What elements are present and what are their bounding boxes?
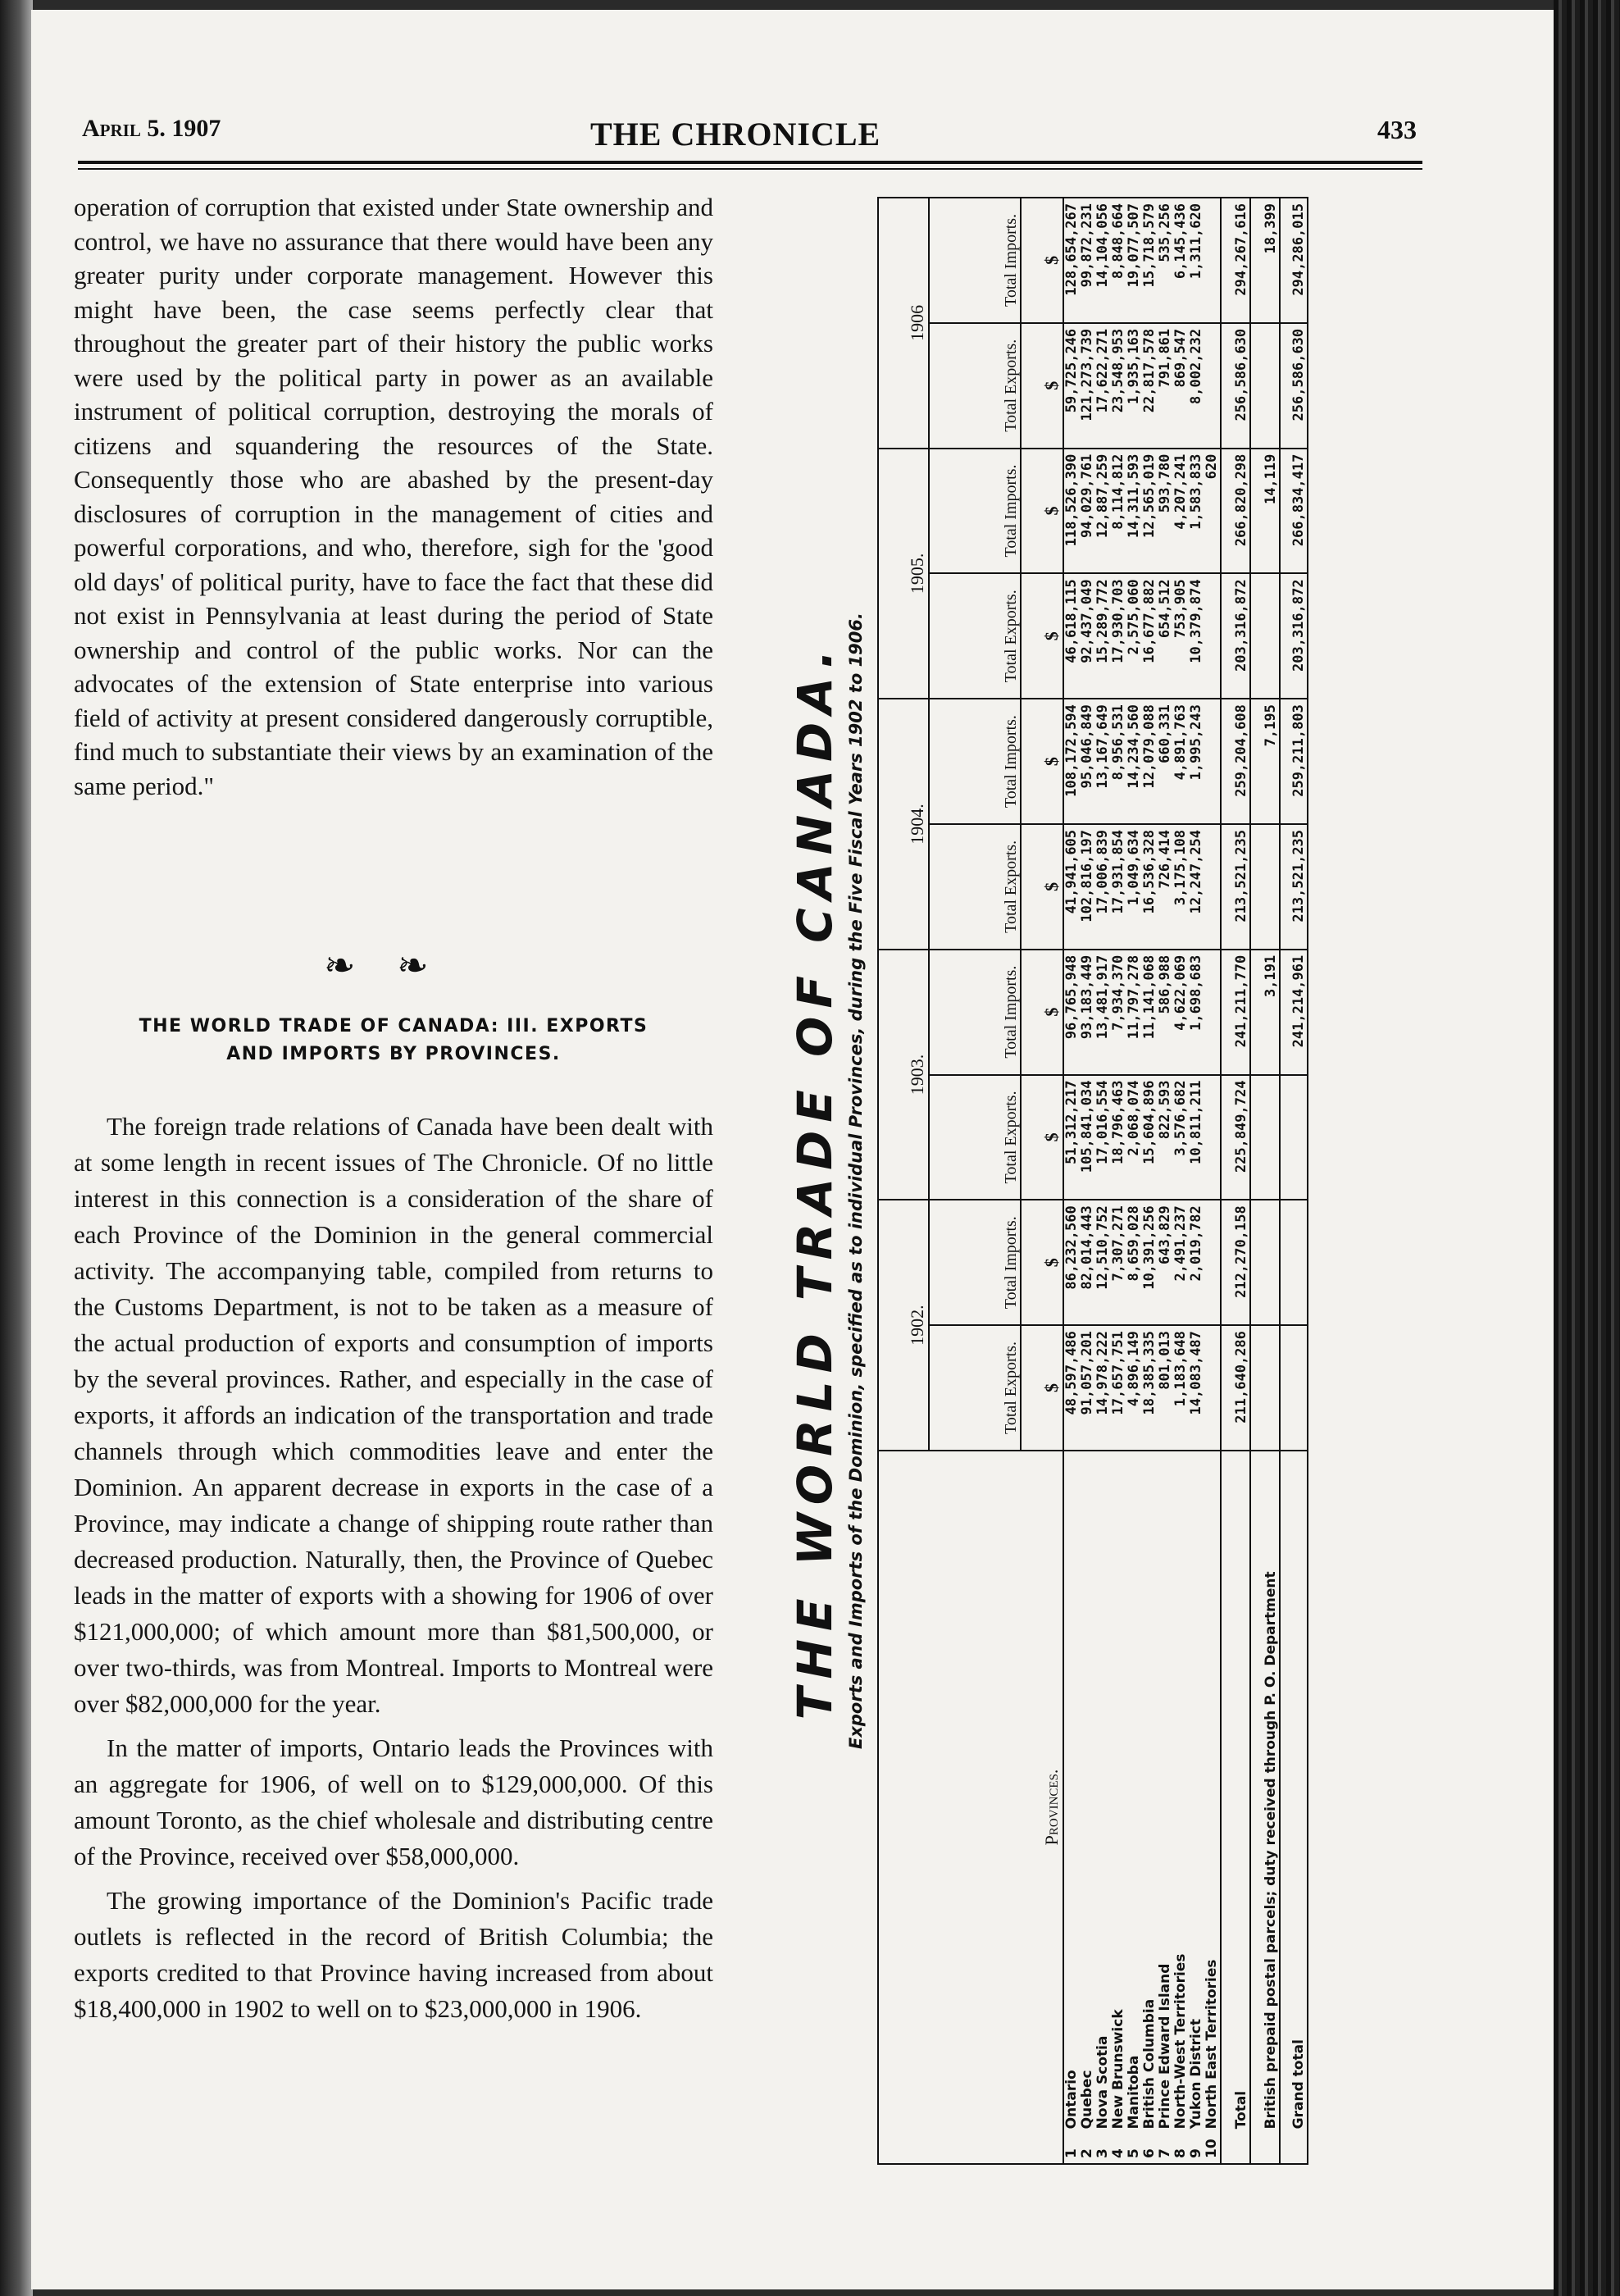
exports-cell: 59,725,246: [1063, 323, 1080, 449]
exports-cell: 41,941,605: [1063, 824, 1080, 950]
currency-symbol: $: [1021, 573, 1063, 699]
table-row: [1204, 198, 1221, 2164]
imports-cell: 660,331: [1158, 699, 1173, 824]
exports-cell: 801,013: [1158, 1325, 1173, 1451]
province-name: North East Territories: [1204, 1959, 1220, 2130]
exports-cell: 3,175,108: [1173, 824, 1189, 950]
imports-cell: 108,172,594: [1063, 699, 1080, 824]
imports-cell: 14,104,056: [1095, 198, 1111, 323]
article-paragraph: The foreign trade relations of Canada have been dealt with at some length in recent issues of The Chronicle. Of no little interest in this connection is a consideration of the share of each Province of the Dominion in the general commercial activity. The accompanying table, compiled from returns to the Customs Department, is not to be taken as a measure of the actual production of exports and consumption of imports by the several provinces. Rather, and especially in the case of exports, it affords an indication of the transportation and trade channels through which commodities leave and enter the Dominion. An apparent decrease in exports in the case of a Province, may indicate a change of shipping route rather than decreased production. Naturally, then, the Province of Quebec leads in the matter of exports with a showing for 1906 of over $121,000,000; of which amount more than $81,500,000, or over two-thirds, was from Montreal. Imports to Montreal were over $82,000,000 for the year.: [74, 1112, 713, 1718]
exports-cell: 10,379,874: [1189, 573, 1204, 699]
table-row: [1111, 198, 1126, 2164]
currency-symbol: $: [1021, 1200, 1063, 1325]
province-name: Quebec: [1079, 2070, 1095, 2130]
intro-column: [74, 190, 713, 803]
row-index: 2: [1079, 2148, 1095, 2158]
exports-cell: 17,931,854: [1111, 824, 1126, 950]
imports-cell: 86,232,560: [1063, 1200, 1080, 1325]
imports-cell: 1,698,683: [1189, 950, 1204, 1075]
imports-cell: 643,829: [1158, 1200, 1173, 1325]
section-heading: [74, 1013, 713, 1068]
exports-cell: 213,521,235: [1221, 824, 1250, 950]
article-paragraph: In the matter of imports, Ontario leads the Provinces with an aggregate for 1906, of well on to $129,000,000. Of this amount Toronto, as the chief wholesale and distributing centre of the Province, received over $58,000,000.: [74, 1733, 713, 1870]
imports-cell: 4,622,069: [1173, 950, 1189, 1075]
imports-cell: 8,659,028: [1126, 1200, 1142, 1325]
imports-cell: 13,167,649: [1095, 699, 1111, 824]
exports-cell: 753,905: [1173, 573, 1189, 699]
exports-cell: 17,930,703: [1111, 573, 1126, 699]
exports-cell: [1250, 824, 1280, 950]
exports-cell: 211,640,286: [1221, 1325, 1250, 1451]
imports-cell: 12,887,259: [1095, 449, 1111, 574]
row-index: 9: [1188, 2148, 1204, 2158]
province-name: Total: [1221, 1451, 1250, 2134]
exports-cell: 869,547: [1173, 323, 1189, 449]
total-imports-header: Total Imports.: [929, 950, 1021, 1075]
imports-cell: 6,145,436: [1173, 198, 1189, 323]
book-binding: [1554, 0, 1620, 2296]
exports-cell: 48,597,486: [1063, 1325, 1080, 1451]
exports-cell: 654,512: [1158, 573, 1173, 699]
imports-cell: 7,934,370: [1111, 950, 1126, 1075]
imports-cell: 12,510,752: [1095, 1200, 1111, 1325]
article-paragraph: The growing importance of the Dominion's Pacific trade outlets is reflected in the record of British Columbia; the exports credited to that Province having increased from about $18,400,000 in 1902 to well on to $23,000,000 in 1906.: [74, 1886, 713, 2023]
imports-cell: 93,183,449: [1080, 950, 1095, 1075]
imports-cell: [1280, 1200, 1308, 1325]
province-name: British Columbia: [1141, 1998, 1158, 2130]
province-name: Prince Edward Island: [1157, 1963, 1173, 2130]
year-header: 1906: [878, 198, 929, 449]
section-heading-line2: AND IMPORTS BY PROVINCES.: [226, 1044, 561, 1064]
exports-cell: 46,618,115: [1063, 573, 1080, 699]
exports-cell: [1280, 1325, 1308, 1451]
exports-cell: 17,622,271: [1095, 323, 1111, 449]
exports-cell: [1250, 1075, 1280, 1200]
imports-cell: 99,872,231: [1080, 198, 1095, 323]
masthead-title: THE CHRONICLE: [590, 116, 881, 153]
exports-cell: 256,586,630: [1280, 323, 1308, 449]
imports-cell: 14,119: [1250, 449, 1280, 574]
exports-cell: 726,414: [1158, 824, 1173, 950]
exports-cell: 51,312,217: [1063, 1075, 1080, 1200]
imports-cell: 4,891,763: [1173, 699, 1189, 824]
ornament-icon: ❧ ❧: [324, 943, 444, 987]
table-row: [1080, 198, 1095, 2164]
imports-cell: 19,077,507: [1126, 198, 1142, 323]
total-imports-header: Total Imports.: [929, 449, 1021, 574]
exports-cell: [1204, 573, 1221, 699]
imports-cell: 11,141,068: [1142, 950, 1158, 1075]
total-imports-header: Total Imports.: [929, 198, 1021, 323]
exports-cell: 15,289,772: [1095, 573, 1111, 699]
total-exports-header: Total Exports.: [929, 573, 1021, 699]
imports-cell: 11,797,278: [1126, 950, 1142, 1075]
row-index: 10: [1204, 2139, 1220, 2158]
imports-cell: 1,583,833: [1189, 449, 1204, 574]
page-number: 433: [1377, 115, 1417, 144]
total-exports-header: Total Exports.: [929, 323, 1021, 449]
exports-cell: 2,575,060: [1126, 573, 1142, 699]
imports-cell: [1204, 699, 1221, 824]
imports-cell: 82,014,443: [1080, 1200, 1095, 1325]
exports-cell: 17,006,839: [1095, 824, 1111, 950]
row-index: [1280, 2134, 1308, 2164]
imports-cell: 95,046,849: [1080, 699, 1095, 824]
imports-cell: 12,565,019: [1142, 449, 1158, 574]
exports-cell: 822,593: [1158, 1075, 1173, 1200]
row-index: 5: [1126, 2148, 1142, 2158]
currency-symbol: $: [1021, 950, 1063, 1075]
imports-cell: 14,311,593: [1126, 449, 1142, 574]
exports-cell: 92,437,049: [1080, 573, 1095, 699]
total-exports-header: Total Exports.: [929, 824, 1021, 950]
province-name: North-West Territories: [1172, 1953, 1189, 2130]
exports-cell: 203,316,872: [1280, 573, 1308, 699]
exports-cell: 256,586,630: [1221, 323, 1250, 449]
intro-paragraph: operation of corruption that existed under State ownership and control, we have no assurance that there would have been any greater purity under corporate management. However this might have been, the case seems perfectly clear that throughout the greater part of their history the public works were used by the political party in power as an available instrument of political corruption, destroying the morals of citizens and squandering the resources of the State. Consequently those who are abashed by the present-day disclosures of corruption in the management of cities and powerful corporations, and who, therefore, sigh for the 'good old days' of political purity, have to face the fact that these did not exist in Pennsylvania at least during the period of State ownership and control of the public works. Nor can the advocates of the extension of State enterprise into various field of activity at present considered dangerously corruptible, find much to substantiate their views by an examination of the same period.": [74, 193, 713, 800]
exports-cell: 14,978,222: [1095, 1325, 1111, 1451]
exports-cell: 2,068,074: [1126, 1075, 1142, 1200]
exports-cell: 10,811,211: [1189, 1075, 1204, 1200]
table-subtitle: Exports and Imports of the Dominion, specified as to individual Provinces, during the Five Fiscal Years 1902 to 1906.: [846, 613, 866, 1749]
exports-cell: 121,273,739: [1080, 323, 1095, 449]
province-name: Yukon District: [1188, 2019, 1204, 2130]
exports-cell: 203,316,872: [1221, 573, 1250, 699]
imports-cell: 13,481,917: [1095, 950, 1111, 1075]
imports-cell: 294,267,616: [1221, 198, 1250, 323]
province-name: Grand total: [1280, 1451, 1308, 2134]
exports-cell: [1250, 323, 1280, 449]
imports-cell: 4,207,241: [1173, 449, 1189, 574]
header-rule-thin: [78, 168, 1422, 170]
row-index: 8: [1172, 2148, 1189, 2158]
row-index: [1221, 2134, 1250, 2164]
imports-cell: 15,718,579: [1142, 198, 1158, 323]
table-row: [1250, 198, 1280, 2164]
exports-cell: 18,385,335: [1142, 1325, 1158, 1451]
exports-cell: 16,677,882: [1142, 573, 1158, 699]
exports-cell: 12,247,254: [1189, 824, 1204, 950]
row-index: 7: [1157, 2148, 1173, 2158]
imports-cell: 294,286,015: [1280, 198, 1308, 323]
provinces-header: Provinces.: [878, 1451, 1063, 2164]
exports-cell: 1,049,634: [1126, 824, 1142, 950]
imports-cell: [1204, 198, 1221, 323]
province-name: Ontario: [1063, 2070, 1080, 2130]
exports-cell: [1204, 1325, 1221, 1451]
exports-cell: 102,816,197: [1080, 824, 1095, 950]
imports-cell: 128,654,267: [1063, 198, 1080, 323]
row-index: 1: [1063, 2148, 1080, 2158]
imports-cell: 94,029,761: [1080, 449, 1095, 574]
currency-symbol: $: [1021, 1075, 1063, 1200]
currency-symbol: $: [1021, 449, 1063, 574]
table-row: [1158, 198, 1173, 2164]
imports-cell: 3,191: [1250, 950, 1280, 1075]
table-row: [1189, 198, 1204, 2164]
exports-cell: 14,083,487: [1189, 1325, 1204, 1451]
imports-cell: 259,211,803: [1280, 699, 1308, 824]
imports-cell: 2,491,237: [1173, 1200, 1189, 1325]
imports-cell: 535,256: [1158, 198, 1173, 323]
currency-symbol: $: [1021, 323, 1063, 449]
exports-cell: 1,935,163: [1126, 323, 1142, 449]
imports-cell: 10,391,256: [1142, 1200, 1158, 1325]
exports-cell: 4,896,149: [1126, 1325, 1142, 1451]
total-imports-header: Total Imports.: [929, 699, 1021, 824]
row-index: 4: [1110, 2148, 1126, 2158]
exports-cell: 17,016,554: [1095, 1075, 1111, 1200]
total-exports-header: Total Exports.: [929, 1325, 1021, 1451]
total-imports-header: Total Imports.: [929, 1200, 1021, 1325]
exports-cell: [1204, 1075, 1221, 1200]
exports-cell: 1,183,648: [1173, 1325, 1189, 1451]
table-row: [1221, 198, 1250, 2164]
imports-cell: 8,848,664: [1111, 198, 1126, 323]
province-name: Nova Scotia: [1094, 2035, 1111, 2130]
exports-cell: 17,657,751: [1111, 1325, 1126, 1451]
year-header: 1902.: [878, 1200, 929, 1451]
table-row: [1173, 198, 1189, 2164]
exports-cell: [1204, 323, 1221, 449]
imports-cell: 7,195: [1250, 699, 1280, 824]
row-index: [1250, 2134, 1280, 2164]
row-index: 6: [1141, 2148, 1158, 2158]
imports-cell: 8,114,812: [1111, 449, 1126, 574]
exports-cell: [1250, 1325, 1280, 1451]
issue-date: April 5. 1907: [82, 115, 221, 142]
table-row: [1063, 198, 1080, 2164]
province-name: British prepaid postal parcels; duty received through P. O. Department: [1250, 1451, 1280, 2134]
trade-table: [877, 197, 1308, 2165]
imports-cell: [1204, 1200, 1221, 1325]
imports-cell: 620: [1204, 449, 1221, 574]
header-rule: [78, 161, 1422, 164]
table-title: THE WORLD TRADE OF CANADA.: [787, 641, 843, 1720]
exports-cell: 3,576,682: [1173, 1075, 1189, 1200]
imports-cell: 8,956,531: [1111, 699, 1126, 824]
total-exports-header: Total Exports.: [929, 1075, 1021, 1200]
exports-cell: [1204, 824, 1221, 950]
imports-cell: 12,079,088: [1142, 699, 1158, 824]
imports-cell: 1,311,620: [1189, 198, 1204, 323]
exports-cell: 225,849,724: [1221, 1075, 1250, 1200]
exports-cell: 91,057,201: [1080, 1325, 1095, 1451]
imports-cell: 593,780: [1158, 449, 1173, 574]
currency-symbol: $: [1021, 699, 1063, 824]
imports-cell: 266,834,417: [1280, 449, 1308, 574]
table-row: [1095, 198, 1111, 2164]
exports-cell: 791,861: [1158, 323, 1173, 449]
exports-cell: 18,796,463: [1111, 1075, 1126, 1200]
imports-cell: 96,765,948: [1063, 950, 1080, 1075]
currency-symbol: $: [1021, 1325, 1063, 1451]
trade-table-rotated: [787, 197, 1435, 2165]
imports-cell: 241,211,770: [1221, 950, 1250, 1075]
imports-cell: 18,399: [1250, 198, 1280, 323]
imports-cell: 212,270,158: [1221, 1200, 1250, 1325]
exports-cell: 213,521,235: [1280, 824, 1308, 950]
exports-cell: 8,002,232: [1189, 323, 1204, 449]
imports-cell: 266,820,298: [1221, 449, 1250, 574]
imports-cell: 14,234,560: [1126, 699, 1142, 824]
article-body: [74, 1109, 713, 2035]
imports-cell: 2,019,782: [1189, 1200, 1204, 1325]
exports-cell: [1250, 573, 1280, 699]
table-row: [1142, 198, 1158, 2164]
imports-cell: 241,214,961: [1280, 950, 1308, 1075]
exports-cell: 15,604,896: [1142, 1075, 1158, 1200]
exports-cell: [1280, 1075, 1308, 1200]
row-index: 3: [1094, 2148, 1111, 2158]
year-header: 1905.: [878, 449, 929, 699]
imports-cell: 1,995,243: [1189, 699, 1204, 824]
year-header: 1904.: [878, 699, 929, 950]
table-row: [1126, 198, 1142, 2164]
imports-cell: [1250, 1200, 1280, 1325]
currency-symbol: $: [1021, 198, 1063, 323]
scan-edge: [0, 0, 33, 2296]
imports-cell: 259,204,608: [1221, 699, 1250, 824]
currency-symbol: $: [1021, 824, 1063, 950]
province-name: Manitoba: [1126, 2055, 1142, 2130]
year-header: 1903.: [878, 950, 929, 1200]
table-row: [1280, 198, 1308, 2164]
exports-cell: 23,548,953: [1111, 323, 1126, 449]
exports-cell: 16,536,328: [1142, 824, 1158, 950]
exports-cell: 105,841,034: [1080, 1075, 1095, 1200]
imports-cell: 7,307,271: [1111, 1200, 1126, 1325]
imports-cell: [1204, 950, 1221, 1075]
imports-cell: 118,526,390: [1063, 449, 1080, 574]
exports-cell: 22,817,578: [1142, 323, 1158, 449]
imports-cell: 586,988: [1158, 950, 1173, 1075]
province-name: New Brunswick: [1110, 2009, 1126, 2130]
section-heading-line1: THE WORLD TRADE OF CANADA: III. EXPORTS: [139, 1016, 648, 1036]
